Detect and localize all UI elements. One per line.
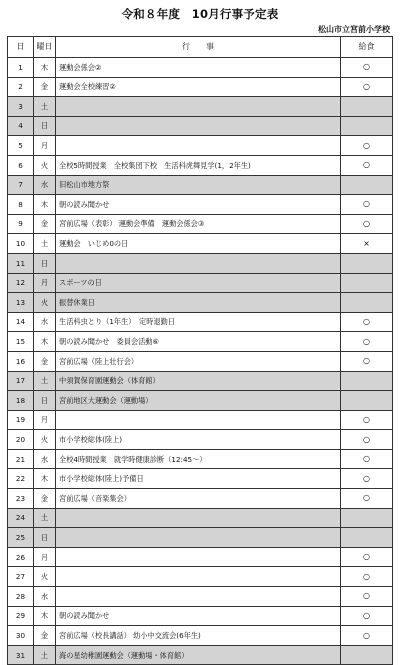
event-cell: [56, 587, 341, 607]
event-cell: 全校4時間授業 就学時健康診断（12:45～）: [56, 449, 341, 469]
dow-cell: 土: [34, 645, 56, 665]
event-cell: 市小学校総体(陸上)予備日: [56, 469, 341, 489]
table-row: [8, 371, 393, 391]
table-row: [8, 293, 393, 313]
dow-cell: 金: [34, 351, 56, 371]
date-cell: 23: [8, 489, 34, 509]
meal-cell: [341, 273, 393, 293]
dow-cell: 月: [34, 273, 56, 293]
dow-cell: 火: [34, 293, 56, 313]
meal-cell: [341, 97, 393, 117]
date-cell: 20: [8, 430, 34, 450]
event-cell: 生活科虫とり（1年生） 定時退勤日: [56, 312, 341, 332]
date-cell: 27: [8, 567, 34, 587]
meal-cell: ○: [341, 469, 393, 489]
event-cell: 運動会 いじめ0の日: [56, 234, 341, 254]
date-cell: 10: [8, 234, 34, 254]
date-cell: 9: [8, 214, 34, 234]
event-cell: 運動会係会②: [56, 58, 341, 78]
meal-cell: ○: [341, 410, 393, 430]
event-cell: 海の星幼稚園運動会（運動場・体育館）: [56, 645, 341, 665]
event-cell: 朝の読み聞かせ 委員会活動⑥: [56, 332, 341, 352]
event-cell: [56, 508, 341, 528]
meal-cell: ○: [341, 155, 393, 175]
meal-cell: [341, 116, 393, 136]
date-cell: 28: [8, 587, 34, 607]
meal-cell: ○: [341, 567, 393, 587]
table-row: [8, 567, 393, 587]
event-cell: 中須賀保育園運動会（体育館）: [56, 371, 341, 391]
dow-cell: 水: [34, 449, 56, 469]
dow-cell: 土: [34, 508, 56, 528]
meal-cell: [341, 508, 393, 528]
dow-cell: 月: [34, 136, 56, 156]
event-cell: 宮前地区大運動会（運動場）: [56, 391, 341, 411]
meal-cell: ○: [341, 312, 393, 332]
dow-cell: 土: [34, 371, 56, 391]
event-cell: [56, 567, 341, 587]
table-row: [8, 626, 393, 646]
date-cell: 30: [8, 626, 34, 646]
event-cell: 宮前広場（表彰） 運動会準備 運動会係会③: [56, 214, 341, 234]
event-cell: 全校5時間授業 全校集団下校 生活科虎舞見学(1，2年生): [56, 155, 341, 175]
date-cell: 8: [8, 195, 34, 215]
dow-cell: 日: [34, 391, 56, 411]
date-cell: 3: [8, 97, 34, 117]
table-row: [8, 116, 393, 136]
table-row: [8, 195, 393, 215]
table-row: [8, 606, 393, 626]
dow-cell: 月: [34, 410, 56, 430]
meal-cell: ○: [341, 332, 393, 352]
date-cell: 7: [8, 175, 34, 195]
event-cell: 宮前広場（音楽集会）: [56, 489, 341, 509]
date-cell: 5: [8, 136, 34, 156]
dow-cell: 日: [34, 253, 56, 273]
meal-cell: ○: [341, 587, 393, 607]
school-name: 松山市立宮前小学校: [318, 25, 390, 34]
event-cell: 宮前広場（校長講話） 幼小中交流会(6年生): [56, 626, 341, 646]
meal-cell: ○: [341, 77, 393, 97]
table-row: [8, 430, 393, 450]
event-cell: 運動会全校練習②: [56, 77, 341, 97]
table-row: [8, 489, 393, 509]
dow-cell: 火: [34, 155, 56, 175]
date-cell: 16: [8, 351, 34, 371]
date-cell: 21: [8, 449, 34, 469]
event-cell: 朝の読み聞かせ: [56, 606, 341, 626]
date-cell: 19: [8, 410, 34, 430]
dow-cell: 水: [34, 312, 56, 332]
event-cell: 旧松山市地方祭: [56, 175, 341, 195]
meal-cell: ○: [341, 195, 393, 215]
date-cell: 18: [8, 391, 34, 411]
table-row: [8, 528, 393, 548]
table-row: [8, 273, 393, 293]
header-event: 行 事: [56, 37, 341, 58]
event-cell: [56, 116, 341, 136]
meal-cell: ○: [341, 351, 393, 371]
dow-cell: 土: [34, 97, 56, 117]
date-cell: 11: [8, 253, 34, 273]
event-cell: 宮前広場（陸上壮行会）: [56, 351, 341, 371]
dow-cell: 水: [34, 587, 56, 607]
dow-cell: 水: [34, 175, 56, 195]
event-cell: [56, 528, 341, 548]
event-cell: [56, 547, 341, 567]
table-row: [8, 214, 393, 234]
table-row: [8, 58, 393, 78]
event-cell: 朝の読み聞かせ: [56, 195, 341, 215]
meal-cell: ○: [341, 547, 393, 567]
meal-cell: ×: [341, 234, 393, 254]
table-row: [8, 547, 393, 567]
date-cell: 14: [8, 312, 34, 332]
date-cell: 31: [8, 645, 34, 665]
table-row: [8, 332, 393, 352]
date-cell: 17: [8, 371, 34, 391]
dow-cell: 金: [34, 489, 56, 509]
table-row: [8, 645, 393, 665]
date-cell: 22: [8, 469, 34, 489]
meal-cell: [341, 293, 393, 313]
schedule-table: [7, 36, 393, 665]
table-row: [8, 587, 393, 607]
meal-cell: [341, 645, 393, 665]
date-cell: 2: [8, 77, 34, 97]
meal-cell: ○: [341, 136, 393, 156]
meal-cell: [341, 528, 393, 548]
dow-cell: 木: [34, 469, 56, 489]
table-row: [8, 136, 393, 156]
table-row: [8, 351, 393, 371]
dow-cell: 日: [34, 116, 56, 136]
dow-cell: 金: [34, 626, 56, 646]
date-cell: 12: [8, 273, 34, 293]
table-row: [8, 97, 393, 117]
table-row: [8, 175, 393, 195]
event-cell: [56, 410, 341, 430]
meal-cell: ○: [341, 606, 393, 626]
dow-cell: 木: [34, 606, 56, 626]
date-cell: 13: [8, 293, 34, 313]
table-row: [8, 312, 393, 332]
table-row: [8, 508, 393, 528]
meal-cell: [341, 371, 393, 391]
date-cell: 15: [8, 332, 34, 352]
table-row: [8, 449, 393, 469]
meal-cell: ○: [341, 626, 393, 646]
date-cell: 4: [8, 116, 34, 136]
table-row: [8, 391, 393, 411]
dow-cell: 火: [34, 430, 56, 450]
meal-cell: ○: [341, 430, 393, 450]
date-cell: 26: [8, 547, 34, 567]
date-cell: 6: [8, 155, 34, 175]
event-cell: [56, 136, 341, 156]
dow-cell: 金: [34, 214, 56, 234]
event-cell: 市小学校総体(陸上): [56, 430, 341, 450]
table-row: [8, 469, 393, 489]
date-cell: 24: [8, 508, 34, 528]
event-cell: [56, 253, 341, 273]
table-header-row: [8, 37, 393, 58]
table-body: [8, 58, 393, 665]
date-cell: 29: [8, 606, 34, 626]
header-date: 日: [8, 37, 34, 58]
dow-cell: 木: [34, 332, 56, 352]
dow-cell: 木: [34, 58, 56, 78]
meal-cell: ○: [341, 489, 393, 509]
meal-cell: [341, 253, 393, 273]
dow-cell: 木: [34, 195, 56, 215]
meal-cell: ○: [341, 58, 393, 78]
event-cell: 振替休業日: [56, 293, 341, 313]
table-row: [8, 234, 393, 254]
meal-cell: ○: [341, 449, 393, 469]
dow-cell: 金: [34, 77, 56, 97]
table-row: [8, 410, 393, 430]
page-title: 令和８年度 10月行事予定表: [121, 7, 279, 21]
date-cell: 1: [8, 58, 34, 78]
meal-cell: ○: [341, 214, 393, 234]
dow-cell: 月: [34, 547, 56, 567]
header-meal: 給食: [341, 37, 393, 58]
event-cell: スポーツの日: [56, 273, 341, 293]
dow-cell: 土: [34, 234, 56, 254]
meal-cell: [341, 175, 393, 195]
dow-cell: 日: [34, 528, 56, 548]
table-row: [8, 77, 393, 97]
dow-cell: 火: [34, 567, 56, 587]
meal-cell: [341, 391, 393, 411]
table-row: [8, 155, 393, 175]
event-cell: [56, 97, 341, 117]
header-dow: 曜日: [34, 37, 56, 58]
table-row: [8, 253, 393, 273]
date-cell: 25: [8, 528, 34, 548]
